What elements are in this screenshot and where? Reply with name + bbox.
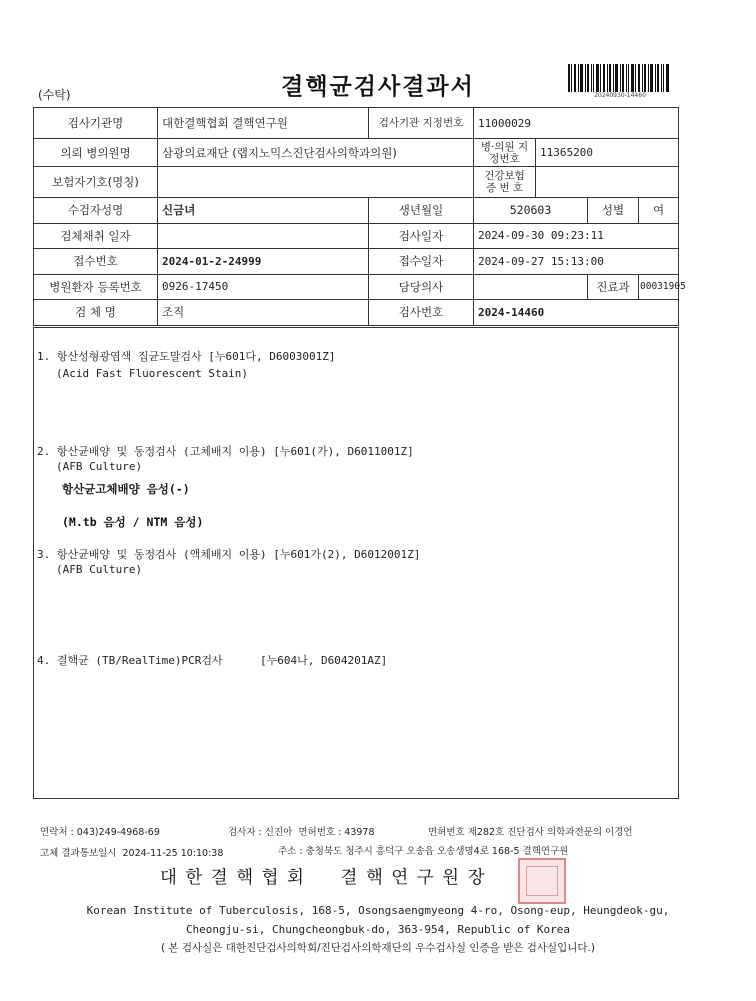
receipt-date-value: 2024-09-27 15:13:00 — [474, 249, 679, 275]
specimen-value: 조직 — [158, 300, 369, 326]
patient-info-table — [33, 107, 686, 326]
table-row — [34, 249, 679, 275]
doctor-value — [474, 274, 588, 300]
address-kr: 주소 : 충청북도 청주시 흥덕구 오송읍 오송생명4로 168-5 결핵연구원 — [278, 846, 569, 857]
specimen-label: 검 체 명 — [34, 300, 158, 326]
receipt-date-label: 접수일자 — [369, 249, 474, 275]
insurance-id-value — [536, 167, 679, 198]
doctor-label: 담당의사 — [369, 274, 474, 300]
barcode-icon — [568, 64, 670, 92]
contact: 연락처 : 043)249-4968-69 — [40, 827, 160, 838]
barcode-number: 20240930-14460 — [594, 92, 646, 99]
test-no-value: 2024-14460 — [474, 300, 679, 326]
table-row — [34, 223, 679, 249]
official-seal-icon — [518, 858, 566, 904]
test-3-english: (AFB Culture) — [56, 563, 143, 576]
test-date-value: 2024-09-30 09:23:11 — [474, 223, 679, 249]
requester-label: 의뢰 병의원명 — [34, 139, 158, 167]
table-row — [34, 139, 679, 167]
patient-name-label: 수검자성명 — [34, 198, 158, 224]
test-2-title: 2. 항산균배양 및 동정검사 (고체배지 이용) [누601(가), D6011001Z] — [37, 445, 414, 458]
address-en-line2: Cheongju-si, Chungcheongbuk-do, 363-954, Republic of Korea — [185, 923, 571, 936]
clinic-id-label: 병·의원 지정번호 — [474, 139, 536, 167]
test-4-title: 4. 결핵균 (TB/RealTime)PCR검사 — [37, 654, 223, 667]
test-2-result: 항산균고체배양 음성(-) — [62, 482, 190, 496]
address-en-line1: Korean Institute of Tuberculosis, 168-5, Osongsaengmyeong 4-ro, Osong-eup, Heungdeok-gu, — [86, 904, 670, 917]
tester: 검사자 : 신진아 면허번호 : 43978 — [228, 827, 375, 838]
receipt-no-value: 2024-01-2-24999 — [158, 249, 369, 275]
lab-name-value: 대한결핵협회 결핵연구원 — [158, 108, 369, 139]
license: 면허번호 제282호 진단검사 의학과전문의 이경언 — [428, 827, 633, 838]
test-2-result-detail: (M.tb 음성 / NTM 음성) — [62, 515, 204, 529]
institute-name: 대한결핵협회 결핵연구원장 — [160, 868, 493, 888]
table-row — [34, 198, 679, 224]
hospital-reg-label: 병원환자 등록번호 — [34, 274, 158, 300]
test-4-code: [누604나, D604201AZ] — [260, 654, 388, 667]
requester-value: 삼광의료재단 (랩지노믹스진단검사의학과의원) — [158, 139, 474, 167]
insurer-label: 보험자기호(명칭) — [34, 167, 158, 198]
sex-label: 성별 — [588, 198, 639, 224]
table-row — [34, 108, 679, 139]
table-row — [34, 274, 679, 300]
collect-date-value — [158, 223, 369, 249]
test-no-label: 검사번호 — [369, 300, 474, 326]
sex-value: 여 — [639, 198, 679, 224]
insurer-value — [158, 167, 474, 198]
dept-label: 진료과 — [588, 274, 639, 300]
hospital-reg-value: 0926-17450 — [158, 274, 369, 300]
clinic-id-value: 11365200 — [536, 139, 679, 167]
receipt-mark: (수탁) — [38, 88, 71, 102]
patient-name-value: 신금녀 — [158, 198, 369, 224]
birth-value: 520603 — [474, 198, 588, 224]
test-1-english: (Acid Fast Fluorescent Stain) — [56, 367, 249, 380]
receipt-no-label: 접수번호 — [34, 249, 158, 275]
report-time: 고체 결과통보일시 2024-11-25 10:10:38 — [40, 848, 224, 859]
dept-value: 00031905 — [639, 274, 679, 300]
certification-note: ( 본 검사실은 대한진단검사의학회/진단검사의학재단의 우수검사실 인증을 받은 검사실입니다.) — [160, 942, 595, 954]
lab-id-label: 검사기관 지정번호 — [369, 108, 474, 139]
test-1-title: 1. 항산성형광염색 집균도말검사 [누601다, D6003001Z] — [37, 350, 336, 363]
birth-label: 생년월일 — [369, 198, 474, 224]
lab-id-value: 11000029 — [474, 108, 679, 139]
collect-date-label: 검체채취 일자 — [34, 223, 158, 249]
table-row — [34, 300, 679, 326]
lab-name-label: 검사기관명 — [34, 108, 158, 139]
test-2-english: (AFB Culture) — [56, 460, 143, 473]
insurance-id-label: 건강보험 증 번 호 — [474, 167, 536, 198]
document-title: 결핵균검사결과서 — [281, 74, 475, 100]
table-row — [34, 167, 679, 198]
test-3-title: 3. 항산균배양 및 동정검사 (액체배지 이용) [누601가(2), D6012001Z] — [37, 548, 421, 561]
test-date-label: 검사일자 — [369, 223, 474, 249]
